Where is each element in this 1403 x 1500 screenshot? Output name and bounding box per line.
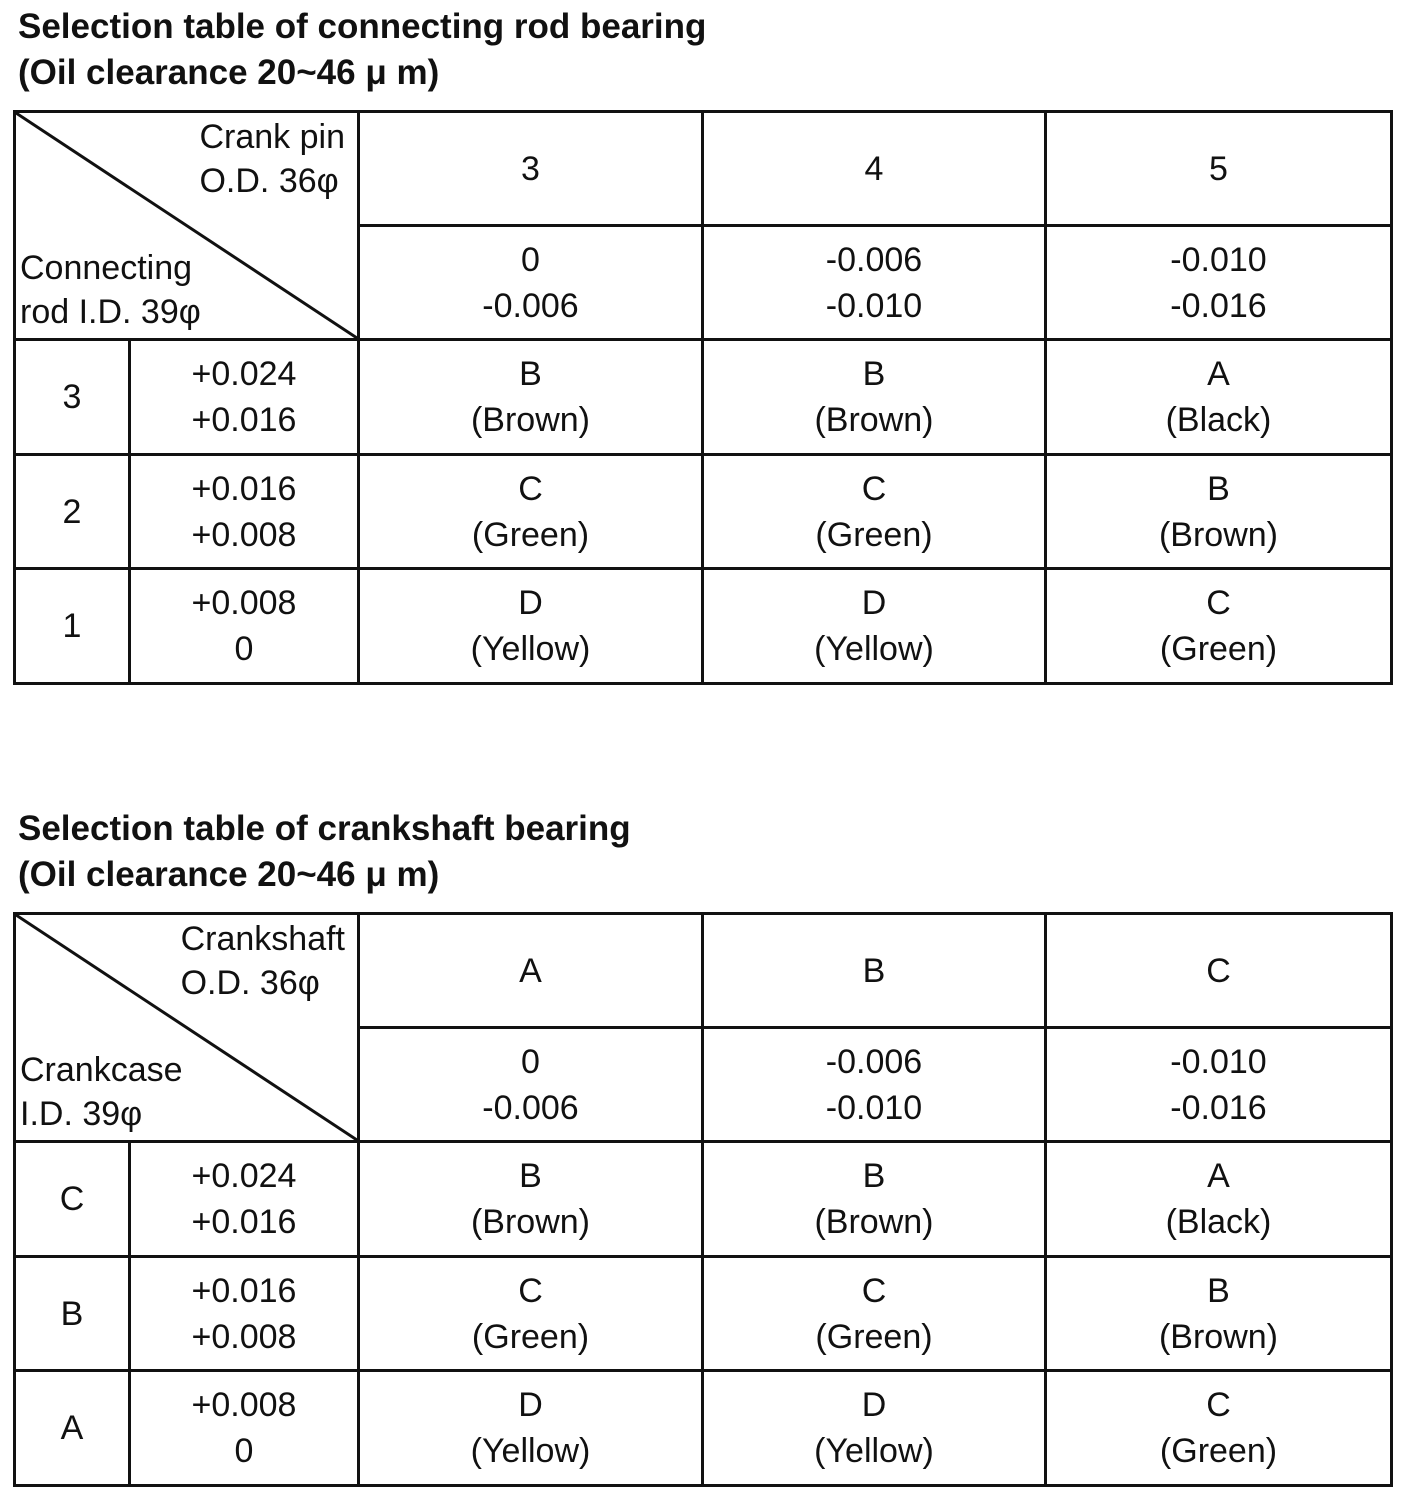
title-subline: (Oil clearance 20~46 μ m)	[18, 53, 440, 92]
column-grade: B	[703, 914, 1046, 1028]
row-tolerance: +0.016 +0.008	[130, 1257, 359, 1371]
column-tolerance: -0.010 -0.016	[1046, 1028, 1392, 1142]
table-title-connecting-rod	[18, 4, 706, 96]
table-row	[15, 340, 1392, 455]
title-subline: (Oil clearance 20~46 μ m)	[18, 855, 440, 894]
title-line: Selection table of connecting rod bearing	[18, 7, 707, 46]
row-grade: 2	[15, 455, 130, 569]
bearing-cell: D (Yellow)	[359, 569, 703, 684]
row-axis-label: Connecting rod I.D. 39φ	[20, 249, 201, 331]
crankshaft-selection-table	[13, 912, 1393, 1487]
column-tolerance: 0 -0.006	[359, 226, 703, 340]
table-row	[15, 1142, 1392, 1257]
column-grade: 3	[359, 112, 703, 226]
bearing-cell: D (Yellow)	[703, 569, 1046, 684]
row-grade: 1	[15, 569, 130, 684]
bearing-cell: C (Green)	[1046, 1371, 1392, 1486]
bearing-cell: C (Green)	[703, 455, 1046, 569]
bearing-cell: C (Green)	[703, 1257, 1046, 1371]
column-tolerance: -0.010 -0.016	[1046, 226, 1392, 340]
column-grade: C	[1046, 914, 1392, 1028]
table-row	[15, 455, 1392, 569]
corner-header-cell	[15, 914, 359, 1142]
bearing-cell: D (Yellow)	[359, 1371, 703, 1486]
bearing-cell: A (Black)	[1046, 340, 1392, 455]
row-tolerance: +0.008 0	[130, 569, 359, 684]
bearing-cell: C (Green)	[359, 1257, 703, 1371]
column-tolerance: 0 -0.006	[359, 1028, 703, 1142]
row-tolerance: +0.024 +0.016	[130, 1142, 359, 1257]
bearing-cell: A (Black)	[1046, 1142, 1392, 1257]
bearing-cell: D (Yellow)	[703, 1371, 1046, 1486]
table-row	[15, 1371, 1392, 1486]
row-tolerance: +0.008 0	[130, 1371, 359, 1486]
row-tolerance: +0.016 +0.008	[130, 455, 359, 569]
row-grade: B	[15, 1257, 130, 1371]
column-tolerance: -0.006 -0.010	[703, 1028, 1046, 1142]
row-tolerance: +0.024 +0.016	[130, 340, 359, 455]
column-axis-label: Crankshaft O.D. 36φ	[180, 920, 345, 1002]
connecting-rod-selection-table	[13, 110, 1393, 685]
column-tolerance: -0.006 -0.010	[703, 226, 1046, 340]
column-grade: 4	[703, 112, 1046, 226]
bearing-cell: B (Brown)	[703, 340, 1046, 455]
corner-header-cell	[15, 112, 359, 340]
column-grade: A	[359, 914, 703, 1028]
bearing-cell: B (Brown)	[359, 1142, 703, 1257]
bearing-cell: B (Brown)	[359, 340, 703, 455]
bearing-cell: C (Green)	[359, 455, 703, 569]
row-grade: 3	[15, 340, 130, 455]
row-grade: A	[15, 1371, 130, 1486]
bearing-cell: B (Brown)	[1046, 1257, 1392, 1371]
bearing-cell: B (Brown)	[1046, 455, 1392, 569]
row-axis-label: Crankcase I.D. 39φ	[20, 1051, 183, 1133]
table-row	[15, 569, 1392, 684]
table-row	[15, 1257, 1392, 1371]
bearing-cell: B (Brown)	[703, 1142, 1046, 1257]
row-grade: C	[15, 1142, 130, 1257]
column-grade: 5	[1046, 112, 1392, 226]
column-axis-label: Crank pin O.D. 36φ	[199, 118, 345, 200]
title-line: Selection table of crankshaft bearing	[18, 809, 631, 848]
bearing-cell: C (Green)	[1046, 569, 1392, 684]
table-title-crankshaft	[18, 806, 631, 898]
